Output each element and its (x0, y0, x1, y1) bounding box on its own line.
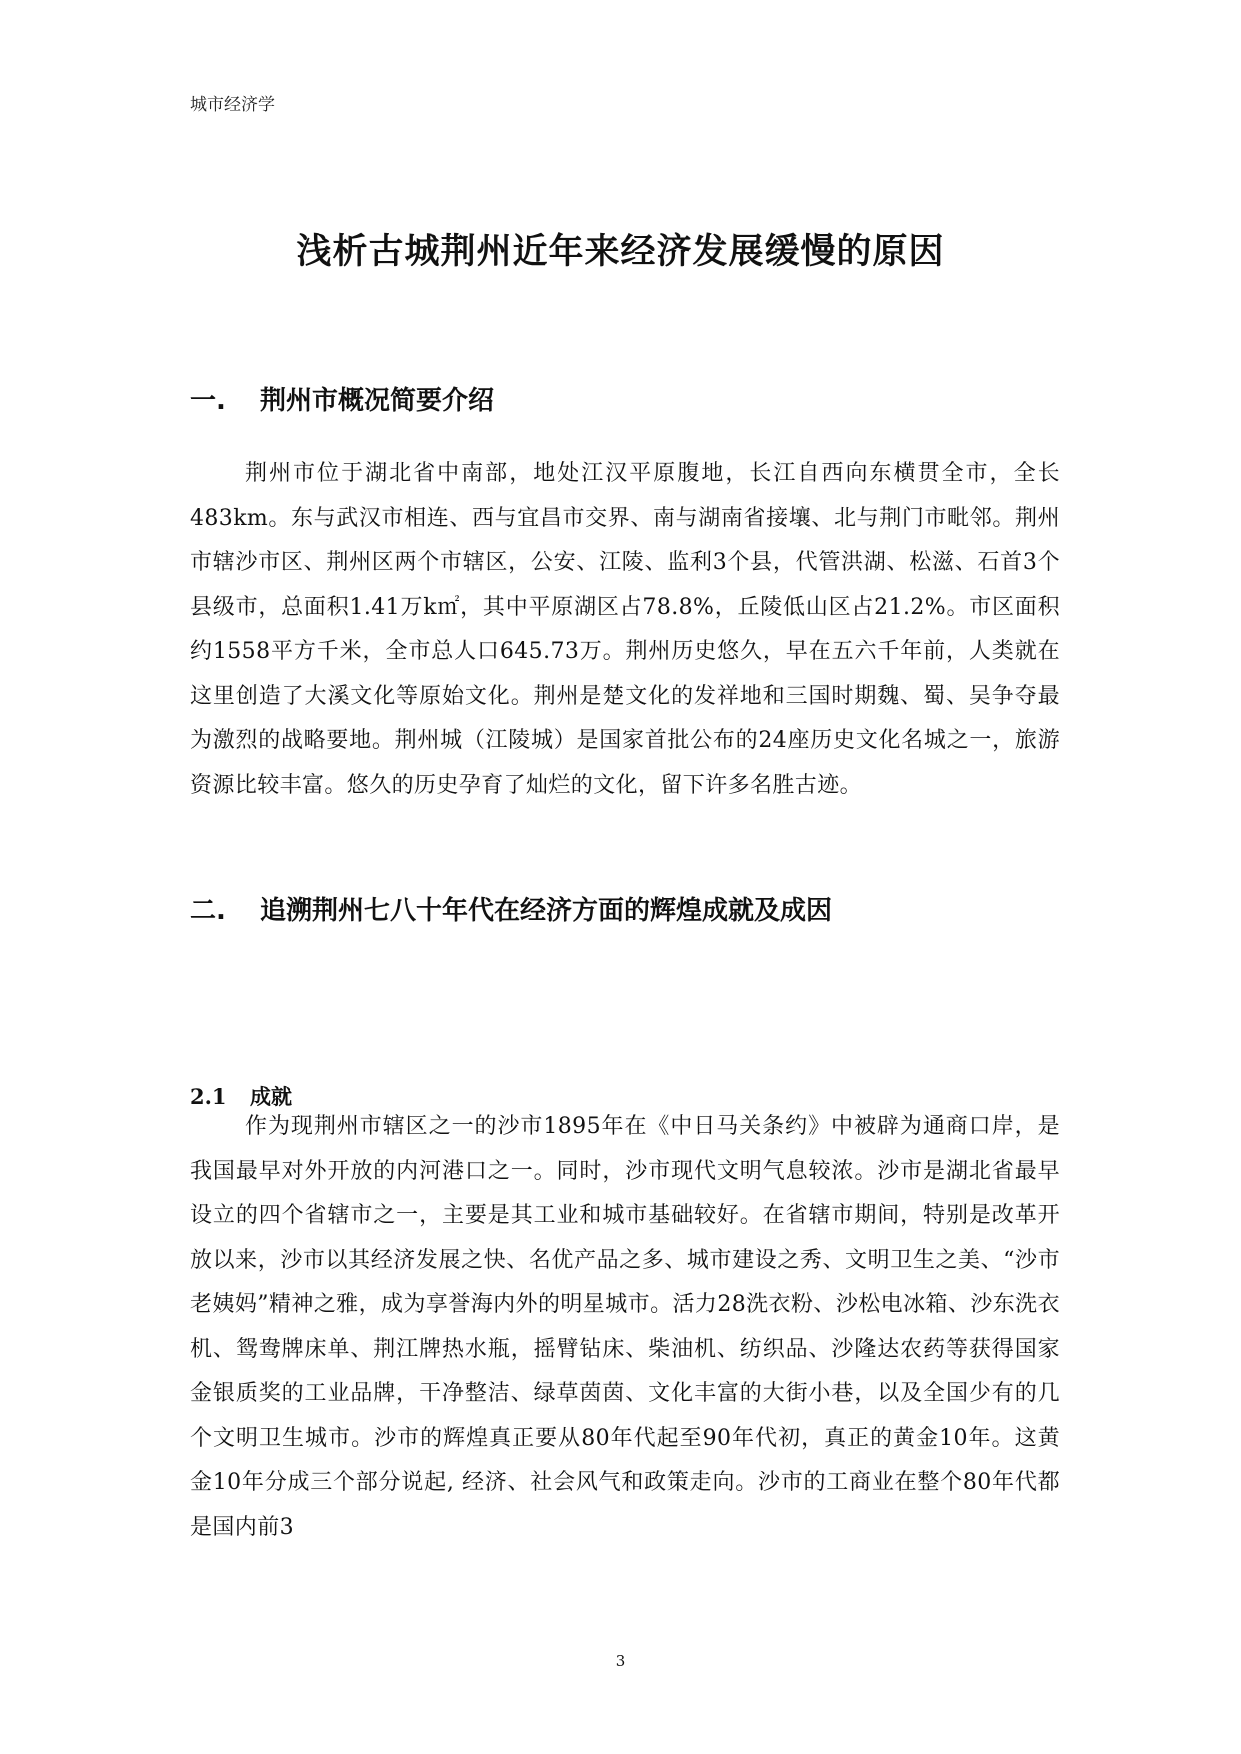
section-title: 荆州市概况简要介绍 (260, 386, 495, 416)
section-number: 二. (190, 896, 226, 926)
subsection-number: 2.1 (190, 1084, 227, 1109)
section-number: 一. (190, 386, 226, 416)
section-1-paragraph: 荆州市位于湖北省中南部，地处江汉平原腹地，长江自西向东横贯全市，全长483km。东与武汉市相连、西与宜昌市交界、南与湖南省接壤、北与荆门市毗邻。荆州市辖沙市区、荆州区两个市辖区，公安、江陵、监利3个县，代管洪湖、松滋、石首3个县级市，总面积1.41万k㎡，其中平原湖区占78.8%，丘陵低山区占21.2%。市区面积约1558平方千米，全市总人口645.73万。荆州历史悠久，早在五六千年前，人类就在这里创造了大溪文化等原始文化。荆州是楚文化的发祥地和三国时期魏、蜀、吴争夺最为激烈的战略要地。荆州城（江陵城）是国家首批公布的24座历史文化名城之一，旅游资源比较丰富。悠久的历史孕育了灿烂的文化，留下许多名胜古迹。 (190, 461, 1060, 798)
running-header: 城市经济学 (190, 95, 275, 115)
subsection-2-1-paragraph: 作为现荆州市辖区之一的沙市1895年在《中日马关条约》中被辟为通商口岸，是我国最早对外开放的内河港口之一。同时，沙市现代文明气息较浓。沙市是湖北省最早设立的四个省辖市之一，主要是其工业和城市基础较好。在省辖市期间，特别是改革开放以来，沙市以其经济发展之快、名优产品之多、城市建设之秀、文明卫生之美、“沙市老姨妈”精神之雅，成为享誉海内外的明星城市。活力28洗衣粉、沙松电冰箱、沙东洗衣机、鸳鸯牌床单、荆江牌热水瓶，摇臂钻床、柴油机、纺织品、沙隆达农药等获得国家金银质奖的工业品牌，干净整洁、绿草茵茵、文化丰富的大街小巷，以及全国少有的几个文明卫生城市。沙市的辉煌真正要从80年代起至90年代初，真正的黄金10年。这黄金10年分成三个部分说起, 经济、社会风气和政策走向。沙市的工商业在整个80年代都是国内前3 (190, 1114, 1060, 1540)
subsection-title: 成就 (250, 1085, 292, 1109)
page-number: 3 (615, 1652, 626, 1670)
section-title: 追溯荆州七八十年代在经济方面的辉煌成就及成因 (260, 896, 833, 926)
section-heading-1 (190, 380, 494, 417)
document-title: 浅析古城荆州近年来经济发展缓慢的原因 (296, 232, 945, 272)
section-heading-2 (190, 890, 832, 927)
